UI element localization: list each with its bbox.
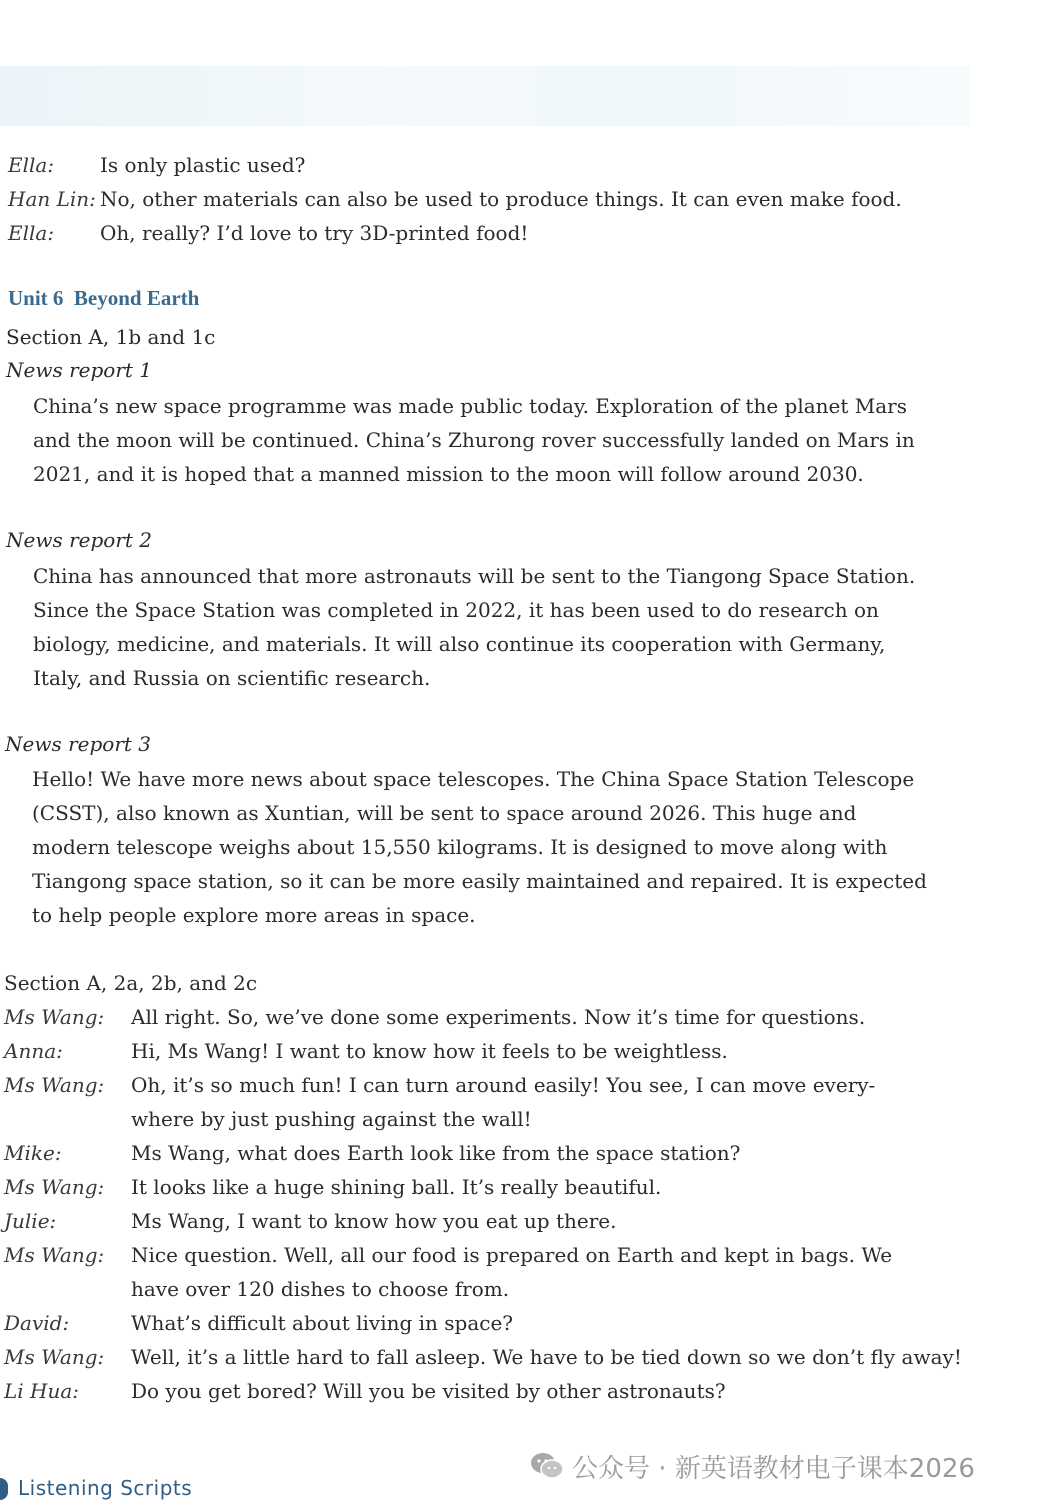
report-paragraph [33,559,916,695]
dialogue-text: Do you get bored? Will you be visited by other astronauts? [131,1379,726,1403]
paragraph-line: and the moon will be continued. China’s Zhurong rover successfully landed on Mars in [33,428,915,452]
paragraph-line: to help people explore more areas in space. [32,903,476,927]
speaker-label: Ms Wang: [4,1345,105,1369]
speaker-label: Ella: [8,153,55,177]
paragraph-line: Since the Space Station was completed in 2022, it has been used to do research on [33,598,879,622]
dialogue-text: where by just pushing against the wall! [131,1107,532,1131]
speaker-label: Han Lin: [8,187,96,211]
paragraph-line: Italy, and Russia on scientific research. [33,666,431,690]
dialogue-text: have over 120 dishes to choose from. [131,1277,510,1301]
section-heading: Section A, 2a, 2b, and 2c [4,971,258,995]
wechat-icon [530,1451,564,1481]
dialogue-text: No, other materials can also be used to produce things. It can even make food. [100,187,902,211]
footer-tab-marker [0,1478,8,1500]
dialogue-text: Well, it’s a little hard to fall asleep. We have to be tied down so we don’t fly away! [131,1345,962,1369]
paragraph-line: (CSST), also known as Xuntian, will be sent to space around 2026. This huge and [32,801,857,825]
dialogue-text: What’s difficult about living in space? [131,1311,514,1335]
watermark [530,1448,975,1484]
speaker-label: Ms Wang: [4,1175,105,1199]
dialogue-text: Ms Wang, what does Earth look like from the space station? [131,1141,741,1165]
dialogue-text: Ms Wang, I want to know how you eat up there. [131,1209,617,1233]
dialogue-text: Hi, Ms Wang! I want to know how it feels to be weightless. [131,1039,728,1063]
header-banner [0,66,970,126]
report-paragraph [33,389,915,491]
dialogue-text: Is only plastic used? [100,153,306,177]
paragraph-line: China’s new space programme was made public today. Exploration of the planet Mars [33,394,907,418]
speaker-label: Ella: [8,221,55,245]
speaker-label: Ms Wang: [4,1005,105,1029]
dialogue-text: Oh, really? I’d love to try 3D-printed food! [100,221,529,245]
paragraph-line: Tiangong space station, so it can be more easily maintained and repaired. It is expected [32,869,927,893]
unit-title: Unit 6 Beyond Earth [8,286,200,310]
speaker-label: Ms Wang: [4,1243,105,1267]
report-paragraph [32,762,927,932]
dialogue-text: Oh, it’s so much fun! I can turn around easily! You see, I can move every- [131,1073,876,1097]
paragraph-line: 2021, and it is hoped that a manned mission to the moon will follow around 2030. [33,462,864,486]
report-heading: News report 2 [6,528,152,552]
paragraph-line: modern telescope weighs about 15,550 kilograms. It is designed to move along with [32,835,888,859]
watermark-text: 公众号 · 新英语教材电子课本2026 [572,1453,975,1484]
paragraph-line: Hello! We have more news about space telescopes. The China Space Station Telescope [32,767,915,791]
dialogue-text: Nice question. Well, all our food is prepared on Earth and kept in bags. We [131,1243,893,1267]
paragraph-line: biology, medicine, and materials. It will also continue its cooperation with Germany, [33,632,886,656]
paragraph-line: China has announced that more astronauts will be sent to the Tiangong Space Station. [33,564,916,588]
report-heading: News report 1 [6,358,152,382]
speaker-label: Ms Wang: [4,1073,105,1097]
dialogue-text: All right. So, we’ve done some experiments. Now it’s time for questions. [131,1005,866,1029]
section-heading: Section A, 1b and 1c [6,325,216,349]
dialogue-text: It looks like a huge shining ball. It’s really beautiful. [131,1175,662,1199]
speaker-label: David: [4,1311,70,1335]
speaker-label: Mike: [4,1141,62,1165]
speaker-label: Julie: [4,1209,57,1233]
speaker-label: Li Hua: [4,1379,80,1403]
footer-label: Listening Scripts [18,1476,193,1500]
report-heading: News report 3 [5,732,151,756]
speaker-label: Anna: [4,1039,63,1063]
